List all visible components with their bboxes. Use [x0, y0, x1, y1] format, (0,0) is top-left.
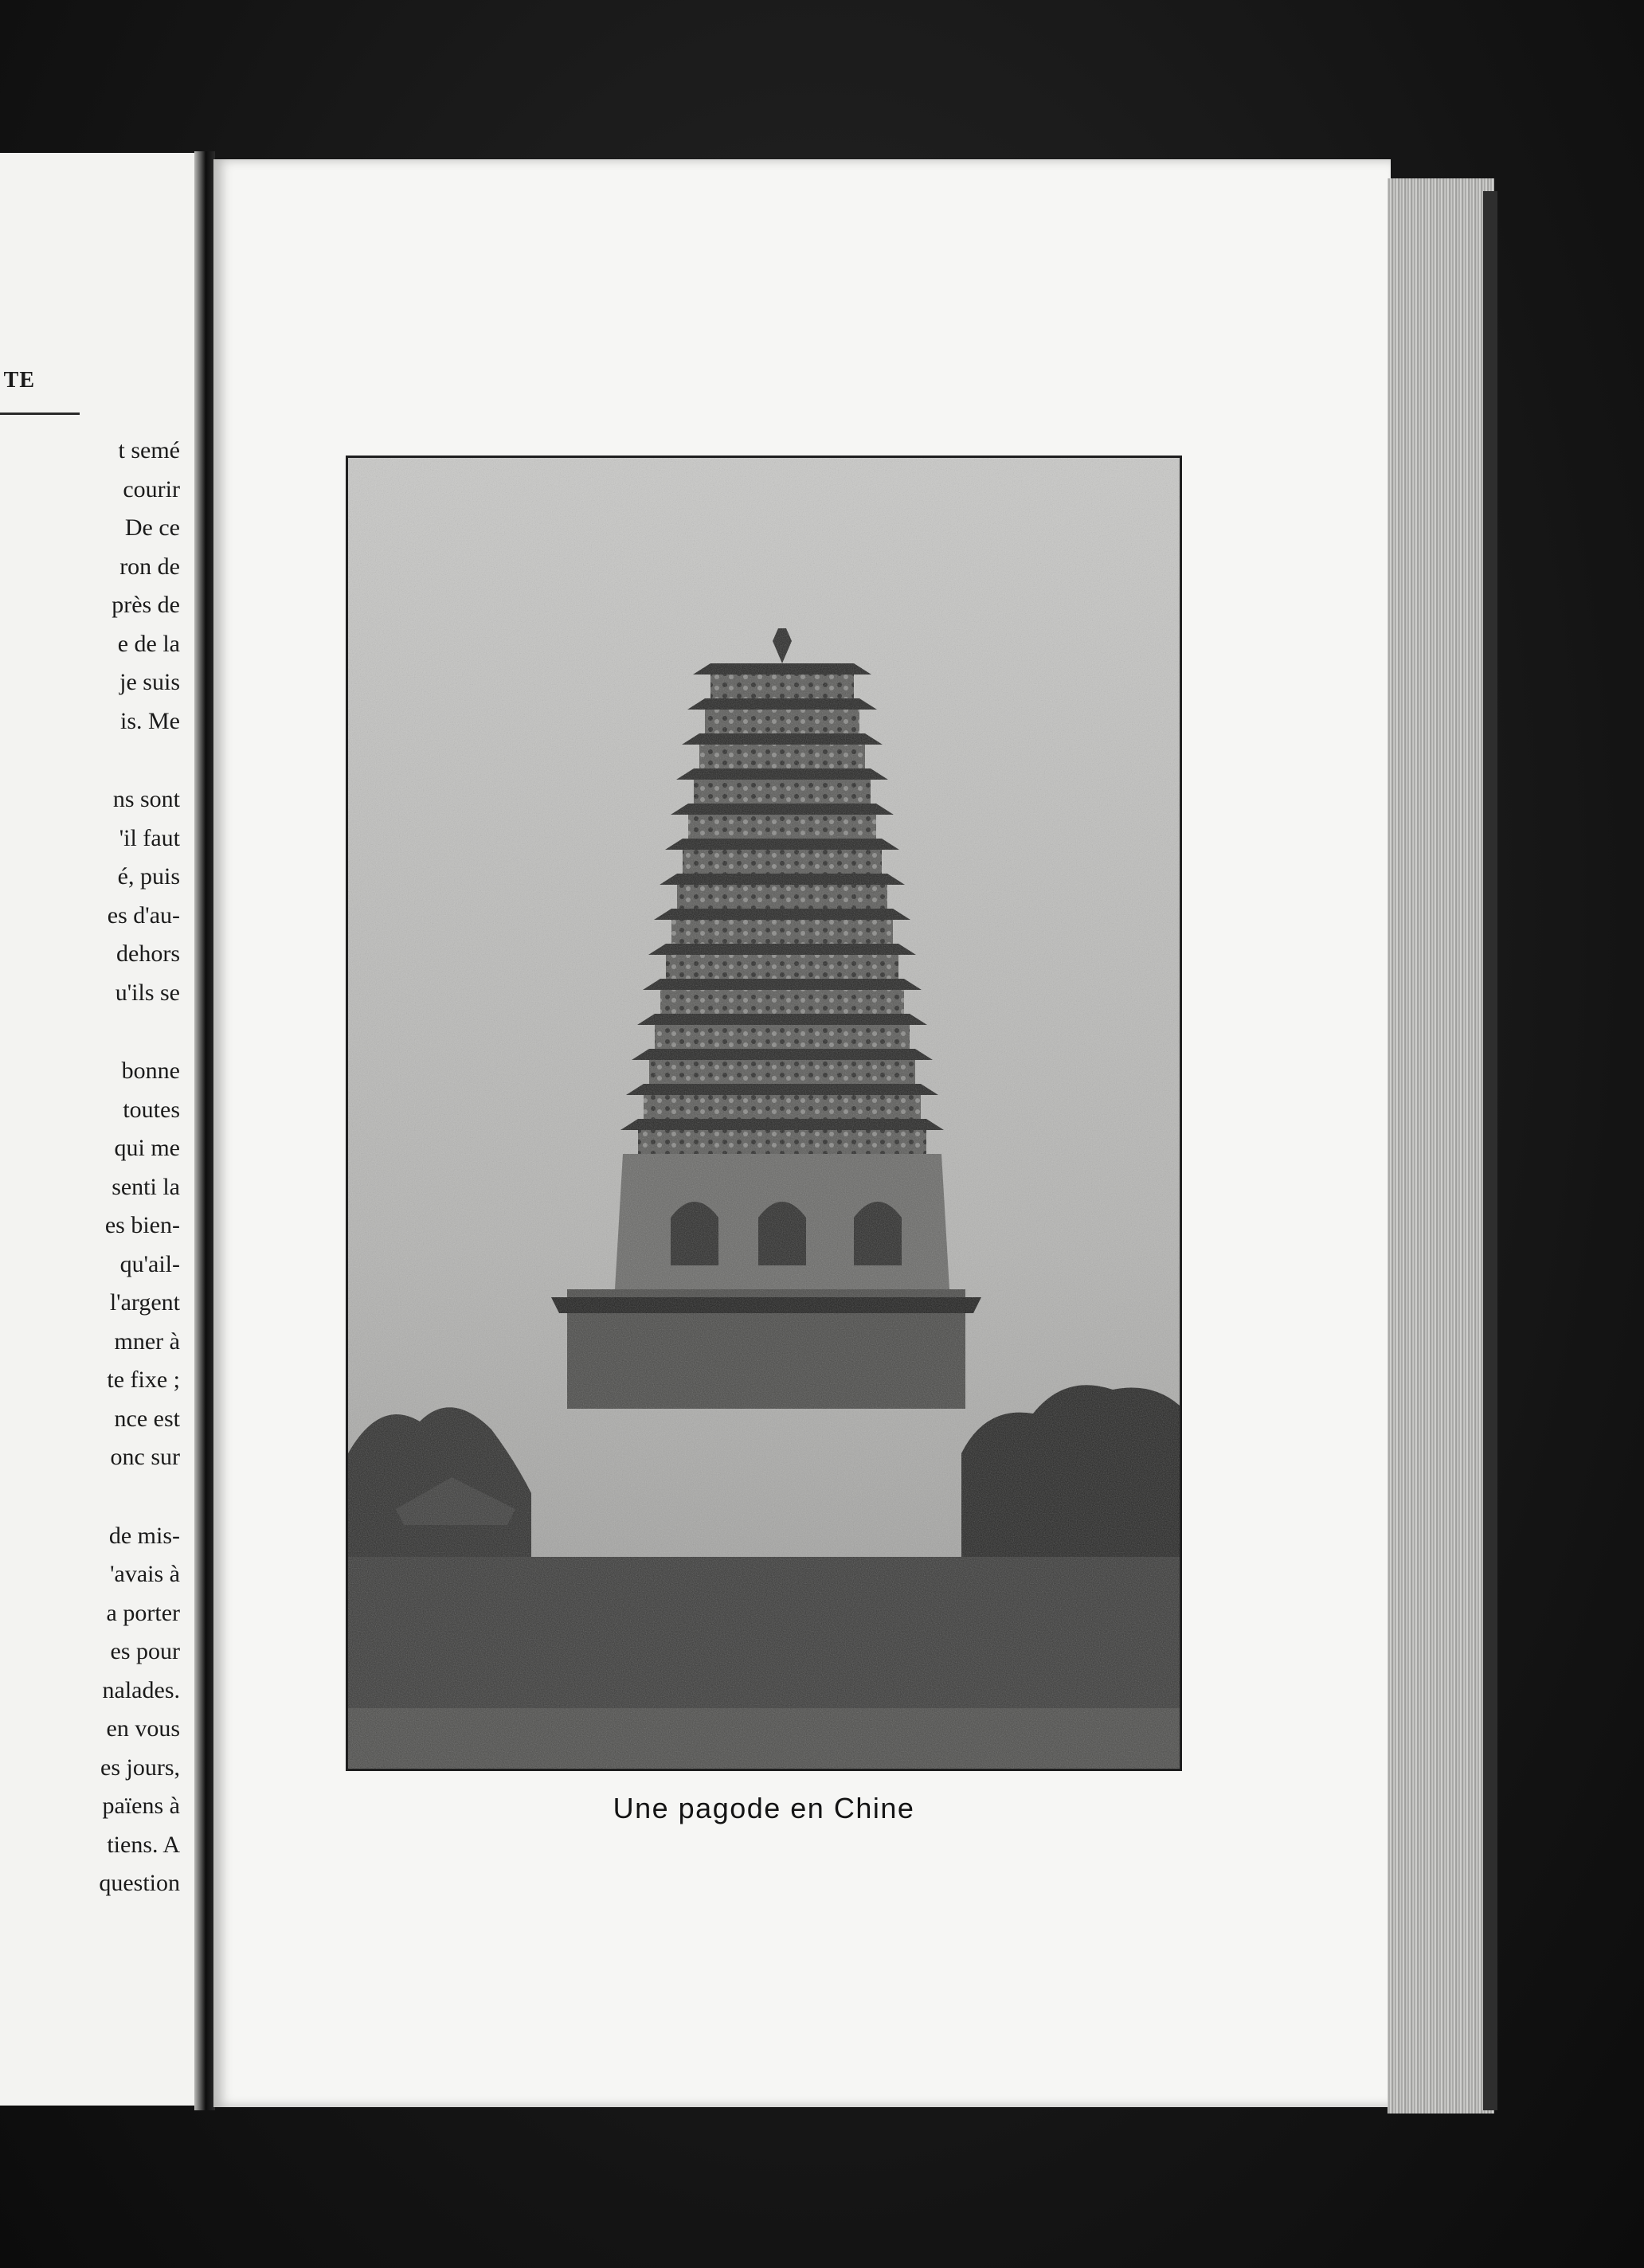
pagoda-image — [348, 458, 1180, 1769]
text-line: es bien- — [104, 1212, 180, 1238]
text-line: dehors — [116, 940, 180, 967]
text-line: païens à — [102, 1793, 180, 1819]
page-edges-shadow — [1483, 191, 1497, 2110]
text-line: près de — [112, 592, 180, 618]
text-line: courir — [123, 475, 180, 502]
text-line: es pour — [110, 1638, 180, 1664]
text-line: De ce — [124, 514, 180, 541]
text-line: nce est — [114, 1405, 180, 1432]
text-line: qu'ail- — [119, 1250, 180, 1277]
text-line: 'il faut — [119, 824, 180, 851]
text-line: es d'au- — [107, 901, 180, 929]
text-line: t semé — [118, 437, 180, 463]
text-line: senti la — [112, 1173, 180, 1200]
text-line: onc sur — [110, 1444, 180, 1470]
text-line: bonne — [121, 1058, 180, 1084]
text-line: e de la — [117, 630, 180, 657]
text-line: l'argent — [109, 1289, 180, 1316]
text-line: qui me — [114, 1135, 180, 1161]
text-line: is. Me — [120, 707, 180, 734]
text-line: en vous — [106, 1715, 180, 1742]
text-line: je suis — [119, 669, 180, 695]
text-line: mner à — [114, 1328, 180, 1355]
text-line: ron de — [119, 553, 180, 580]
text-line: ns sont — [112, 786, 180, 812]
text-line: 'avais à — [110, 1561, 180, 1587]
photo-grain — [348, 458, 1180, 1769]
text-line: a porter — [106, 1599, 180, 1626]
text-line: u'ils se — [115, 979, 180, 1006]
figure-caption: Une pagode en Chine — [613, 1792, 915, 1824]
header-rule — [0, 413, 80, 415]
text-line: es jours, — [100, 1754, 180, 1781]
running-head: TE — [3, 368, 35, 393]
text-line: te fixe ; — [107, 1367, 180, 1393]
text-line: toutes — [123, 1096, 180, 1123]
left-page — [0, 153, 194, 2106]
page-edges — [1388, 178, 1494, 2114]
text-line: tiens. A — [107, 1831, 180, 1858]
text-line: de mis- — [108, 1522, 180, 1549]
text-line: nalades. — [102, 1676, 180, 1703]
text-line: question — [99, 1870, 180, 1896]
pagoda-photograph — [346, 456, 1182, 1771]
book-gutter — [194, 151, 215, 2110]
text-line: é, puis — [117, 863, 180, 890]
